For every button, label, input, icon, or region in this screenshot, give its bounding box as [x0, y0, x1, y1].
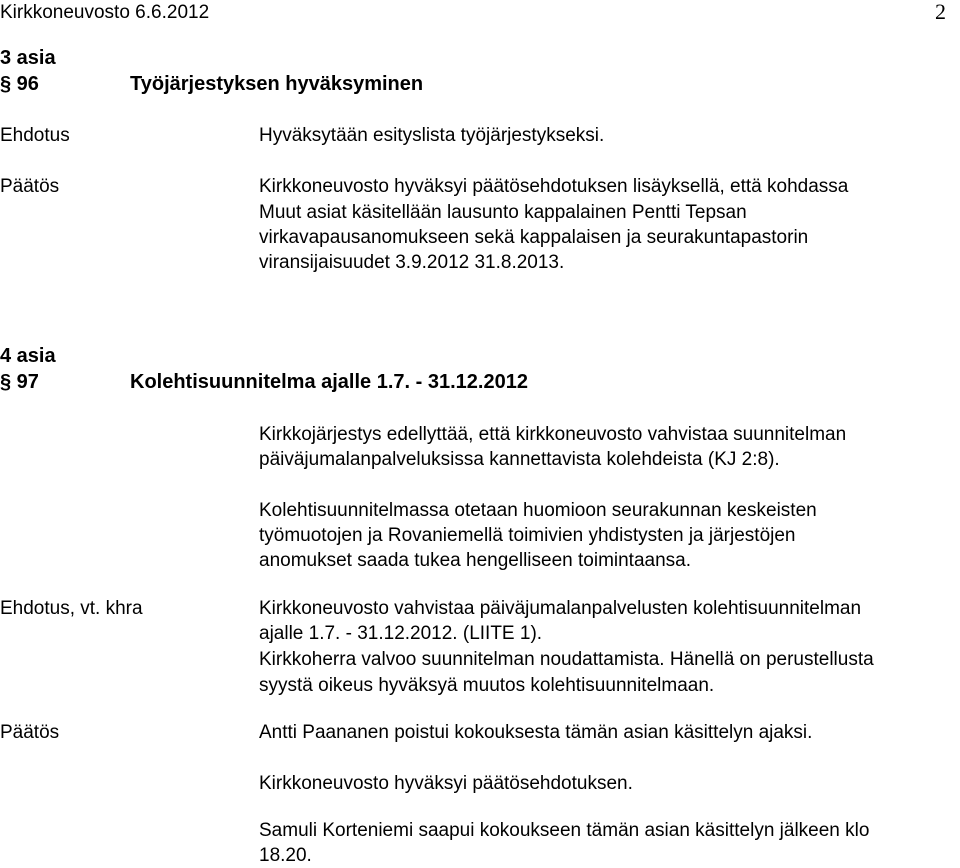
item-3-decision-line: Muut asiat käsitellään lausunto kappalainen Pentti Tepsan	[259, 202, 747, 223]
page-number: 2	[935, 0, 946, 24]
item-3-asia-label: 3 asia	[0, 47, 56, 69]
item-3-decision-line: virkavapausanomukseen sekä kappalaisen ja seurakuntapastorin	[259, 227, 809, 248]
item-3-section-number: § 96	[0, 73, 39, 95]
item-4-decision-label: Päätös	[0, 722, 60, 743]
item-4-paragraph-2-line: Kolehtisuunnitelmassa otetaan huomioon seurakunnan keskeisten	[259, 500, 817, 521]
item-3-decision-line: Kirkkoneuvosto hyväksyi päätösehdotuksen lisäyksellä, että kohdassa	[259, 176, 849, 197]
item-4-decision-line: Kirkkoneuvosto hyväksyi päätösehdotuksen.	[259, 773, 633, 794]
item-4-proposal-label: Ehdotus, vt. khra	[0, 598, 143, 619]
item-4-decision-line: 18.20.	[259, 845, 312, 866]
item-4-asia-label: 4 asia	[0, 345, 56, 367]
item-4-proposal-line: Kirkkoneuvosto vahvistaa päiväjumalanpalvelusten kolehtisuunnitelman	[259, 598, 862, 619]
item-3-proposal-text: Hyväksytään esityslista työjärjestykseksi.	[259, 125, 605, 146]
item-3-title: Työjärjestyksen hyväksyminen	[130, 73, 424, 95]
item-4-paragraph-2-line: anomukset saada tukea hengelliseen toimintaansa.	[259, 550, 692, 571]
item-4-decision-line: Samuli Korteniemi saapui kokoukseen tämän asian käsittelyn jälkeen klo	[259, 820, 870, 841]
item-4-decision-line: Antti Paananen poistui kokouksesta tämän asian käsittelyn ajaksi.	[259, 722, 813, 743]
item-4-paragraph-2-line: työmuotojen ja Rovaniemellä toimivien yhdistysten ja järjestöjen	[259, 525, 796, 546]
item-4-paragraph-1-line: päiväjumalanpalveluksissa kannettavista kolehdeista (KJ 2:8).	[259, 449, 780, 470]
item-4-proposal-line: Kirkkoherra valvoo suunnitelman noudattamista. Hänellä on perustellusta	[259, 649, 874, 670]
item-4-title: Kolehtisuunnitelma ajalle 1.7. - 31.12.2012	[130, 371, 528, 393]
item-3-proposal-label: Ehdotus	[0, 125, 70, 146]
document-header-title: Kirkkoneuvosto 6.6.2012	[0, 2, 210, 23]
item-3-decision-label: Päätös	[0, 176, 60, 197]
item-4-section-number: § 97	[0, 371, 39, 393]
item-4-proposal-line: ajalle 1.7. - 31.12.2012. (LIITE 1).	[259, 623, 543, 644]
item-3-decision-line: viransijaisuudet 3.9.2012 31.8.2013.	[259, 252, 565, 273]
item-4-paragraph-1-line: Kirkkojärjestys edellyttää, että kirkkoneuvosto vahvistaa suunnitelman	[259, 424, 847, 445]
item-4-proposal-line: syystä oikeus hyväksyä muutos kolehtisuunnitelmaan.	[259, 675, 715, 696]
